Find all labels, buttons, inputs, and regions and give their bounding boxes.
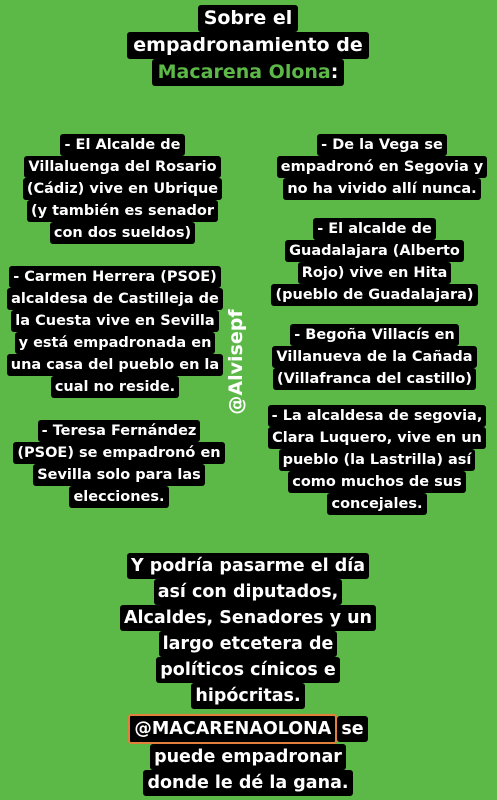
text-line: cual no reside. (51, 376, 179, 398)
text-line: - El Alcalde de (60, 134, 184, 156)
text-line: elecciones. (69, 486, 168, 508)
text-line: puede empadronar (150, 744, 346, 770)
title-line: Macarena Olona: (152, 59, 345, 86)
right-block-2 (262, 218, 487, 306)
title-line: Sobre el (198, 5, 299, 32)
text-line: no ha vivido allí nunca. (283, 178, 480, 200)
right-block-4 (263, 405, 491, 515)
text-line: así con diputados, (154, 579, 343, 605)
text-line: - La alcaldesa de segovia, (268, 405, 487, 427)
text-line: políticos cínicos e (156, 657, 339, 683)
text-line: - Begoña Villacís en (290, 324, 459, 346)
text-line: alcaldesa de Castilleja de (7, 288, 223, 310)
text-line: empadronó en Segovia y (277, 156, 487, 178)
text-line: (pueblo de Guadalajara) (271, 284, 477, 306)
text-line: y está empadronada en (15, 332, 216, 354)
left-block-2 (0, 266, 230, 398)
text-line: la Cuesta vive en Sevilla (11, 310, 218, 332)
title-line: empadronamiento de (127, 32, 368, 59)
text-line: Sevilla solo para las (33, 464, 205, 486)
text-line: Villanueva de la Cañada (272, 346, 476, 368)
left-block-3 (5, 420, 233, 508)
text-line: hipócritas. (191, 683, 304, 709)
text-line: Villaluenga del Rosario (24, 156, 220, 178)
story-title (98, 5, 398, 86)
text-line: como muchos de sus (288, 471, 466, 493)
right-block-1 (272, 134, 492, 200)
highlighted-name: Macarena Olona (157, 61, 331, 83)
text-line: (y también es senador (27, 200, 218, 222)
right-block-3 (262, 324, 487, 390)
text-line: Rojo) vive en Hita (298, 262, 452, 284)
mention-sticker[interactable]: @MACARENAOLONA (128, 714, 337, 744)
footer-statement (134, 714, 364, 796)
text-line: (Villafranca del castillo) (273, 368, 476, 390)
watermark-handle: @Alvisepf (225, 309, 247, 415)
text-line: - Teresa Fernández (38, 420, 201, 442)
text-line: pueblo (la Lastrilla) así (279, 449, 476, 471)
text-line: con dos sueldos) (50, 222, 195, 244)
text-line: Clara Luquero, vive en un (268, 427, 486, 449)
text-line: Y podría pasarme el día (127, 553, 369, 579)
text-line: - De la Vega se (317, 134, 447, 156)
text-line: (PSOE) se empadronó en (13, 442, 224, 464)
text-line: - Carmen Herrera (PSOE) (9, 266, 221, 288)
text-line: - El alcalde de (313, 218, 436, 240)
text-line: largo etcetera de (159, 631, 338, 657)
text-fragment: se (337, 716, 367, 742)
text-line: concejales. (327, 493, 426, 515)
text-line (128, 714, 367, 744)
text-line: Alcaldes, Senadores y un (120, 605, 376, 631)
closing-statement (118, 553, 378, 709)
text-line: (Cádiz) vive en Ubrique (23, 178, 222, 200)
text-line: donde le dé la gana. (143, 770, 352, 796)
text-line: una casa del pueblo en la (7, 354, 223, 376)
text-line: Guadalajara (Alberto (285, 240, 464, 262)
left-block-1 (10, 134, 235, 244)
